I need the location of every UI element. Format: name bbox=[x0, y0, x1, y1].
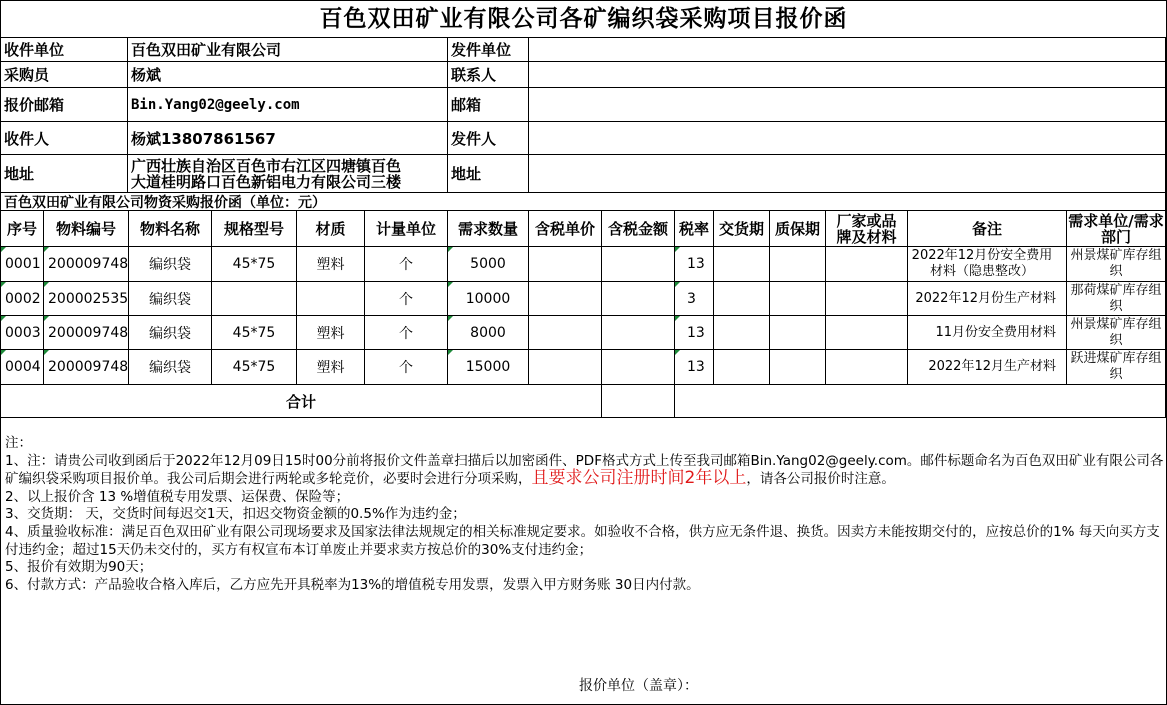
sender-unit-value bbox=[529, 37, 1166, 62]
cell-quantity: 8000 bbox=[448, 316, 529, 350]
col-header-material: 材质 bbox=[297, 211, 365, 247]
document-title: 百色双田矿业有限公司各矿编织袋采购项目报价函 bbox=[319, 6, 848, 32]
note-1 bbox=[5, 453, 1165, 489]
contact-value bbox=[529, 62, 1166, 88]
cell-delivery bbox=[714, 316, 770, 350]
email-label: 邮箱 bbox=[448, 88, 529, 122]
cell-material-code: 200002535 bbox=[44, 282, 129, 316]
cell-spec: 45*75 bbox=[212, 316, 297, 350]
address-line-2: 大道桂明路口百色新铝电力有限公司三楼 bbox=[131, 172, 402, 191]
cell-tax-rate: 13 bbox=[675, 247, 714, 282]
cell-no: 0004 bbox=[1, 350, 44, 385]
cell-material-name: 编织袋 bbox=[129, 316, 212, 350]
cell-unit: 个 bbox=[365, 350, 448, 385]
cell-no: 0001 bbox=[1, 247, 44, 282]
cell-material-code: 200009748 bbox=[44, 350, 129, 385]
cell-brand bbox=[826, 282, 908, 316]
sender-unit-label: 发件单位 bbox=[448, 37, 529, 62]
cell-tax-rate: 13 bbox=[675, 350, 714, 385]
cell-amount bbox=[602, 247, 675, 282]
cell-amount bbox=[602, 282, 675, 316]
address-label: 地址 bbox=[1, 155, 128, 193]
cell-unit: 个 bbox=[365, 247, 448, 282]
cell-warranty bbox=[770, 316, 826, 350]
receiver-unit-value: 百色双田矿业有限公司 bbox=[128, 37, 448, 62]
total-amount bbox=[602, 385, 675, 418]
cell-material-name: 编织袋 bbox=[129, 247, 212, 282]
cell-delivery bbox=[714, 350, 770, 385]
cell-department: 州景煤矿库存组织 bbox=[1067, 316, 1166, 350]
cell-quantity: 5000 bbox=[448, 247, 529, 282]
quote-email-value: Bin.Yang02@geely.com bbox=[128, 88, 448, 122]
col-header-remark: 备注 bbox=[908, 211, 1067, 247]
col-header-unit: 计量单位 bbox=[365, 211, 448, 247]
quote-email-label: 报价邮箱 bbox=[1, 88, 128, 122]
cell-amount bbox=[602, 316, 675, 350]
note-6: 6、付款方式：产品验收合格入库后，乙方应先开具税率为13%的增值税专用发票，发票入甲方财务账 30日内付款。 bbox=[5, 576, 700, 593]
cell-warranty bbox=[770, 350, 826, 385]
col-header-material-name: 物料名称 bbox=[129, 211, 212, 247]
cell-warranty bbox=[770, 247, 826, 282]
col-header-unit-price: 含税单价 bbox=[529, 211, 602, 247]
cell-delivery bbox=[714, 282, 770, 316]
col-header-amount: 含税金额 bbox=[602, 211, 675, 247]
note-2: 2、以上报价含 13 %增值税专用发票、运保费、保险等； bbox=[5, 488, 350, 505]
col-header-delivery: 交货期 bbox=[714, 211, 770, 247]
sender-label: 发件人 bbox=[448, 122, 529, 155]
note-1-text-b: ，请各公司报价时注意。 bbox=[746, 471, 895, 488]
cell-quantity: 15000 bbox=[448, 350, 529, 385]
cell-department: 州景煤矿库存组织 bbox=[1067, 247, 1166, 282]
cell-remark: 11月份安全费用材料 bbox=[908, 316, 1067, 350]
cell-unit: 个 bbox=[365, 282, 448, 316]
cell-amount bbox=[602, 350, 675, 385]
col-header-warranty: 质保期 bbox=[770, 211, 826, 247]
cell-tax-rate: 3 bbox=[675, 282, 714, 316]
cell-brand bbox=[826, 350, 908, 385]
note-5: 5、报价有效期为90天； bbox=[5, 559, 153, 576]
cell-spec: 45*75 bbox=[212, 247, 297, 282]
address-line-1: 广西壮族自治区百色市右江区四塘镇百色 bbox=[131, 156, 402, 175]
notes-heading: 注： bbox=[5, 435, 32, 451]
cell-brand bbox=[826, 247, 908, 282]
table-subtitle: 百色双田矿业有限公司物资采购报价函（单位：元） bbox=[1, 193, 1166, 211]
cell-remark: 2022年12月份安全费用材料（隐患整改） bbox=[908, 247, 1067, 282]
cell-brand bbox=[826, 316, 908, 350]
cell-material-code: 200009748 bbox=[44, 247, 129, 282]
cell-unit: 个 bbox=[365, 316, 448, 350]
notes-section bbox=[5, 435, 1165, 594]
buyer-value: 杨斌 bbox=[128, 62, 448, 88]
cell-remark: 2022年12月生产材料 bbox=[908, 350, 1067, 385]
note-4: 4、质量验收标准：满足百色双田矿业有限公司现场要求及国家法律法规规定的相关标准规定要求。如验收不合格，供方应无条件退、换货。因卖方未能按期交付的，应按总价的1% 每天向买方支付违约金；超过15天仍未交付的，买方有权宣布本订单废止并要求卖方按总价的30%支付违约金； bbox=[5, 523, 1160, 558]
cell-material: 塑料 bbox=[297, 350, 365, 385]
cell-material: 塑料 bbox=[297, 316, 365, 350]
address2-value bbox=[529, 155, 1166, 193]
total-rest bbox=[675, 385, 1166, 418]
note-1-red-requirement: 且要求公司注册时间2年以上 bbox=[531, 468, 747, 489]
cell-material-name: 编织袋 bbox=[129, 350, 212, 385]
cell-unit-price bbox=[529, 247, 602, 282]
total-label: 合计 bbox=[1, 385, 602, 418]
cell-quantity: 10000 bbox=[448, 282, 529, 316]
cell-material bbox=[297, 282, 365, 316]
cell-spec bbox=[212, 282, 297, 316]
address-value bbox=[128, 155, 448, 193]
cell-material-name: 编织袋 bbox=[129, 282, 212, 316]
cell-material-code: 200009748 bbox=[44, 316, 129, 350]
buyer-label: 采购员 bbox=[1, 62, 128, 88]
col-header-brand: 厂家或品牌及材料 bbox=[826, 211, 908, 247]
email-value bbox=[529, 88, 1166, 122]
col-header-department: 需求单位/需求部门 bbox=[1067, 211, 1166, 247]
cell-no: 0002 bbox=[1, 282, 44, 316]
cell-unit-price bbox=[529, 282, 602, 316]
receiver-unit-label: 收件单位 bbox=[1, 37, 128, 62]
col-header-spec: 规格型号 bbox=[212, 211, 297, 247]
note-3: 3、交货期： 天，交货时间每迟交1天，扣迟交物资金额的0.5%作为违约金； bbox=[5, 506, 466, 523]
sender-value bbox=[529, 122, 1166, 155]
signature-label: 报价单位（盖章）： bbox=[579, 678, 698, 694]
cell-warranty bbox=[770, 282, 826, 316]
cell-department: 那荷煤矿库存组织 bbox=[1067, 282, 1166, 316]
cell-unit-price bbox=[529, 316, 602, 350]
cell-tax-rate: 13 bbox=[675, 316, 714, 350]
cell-material: 塑料 bbox=[297, 247, 365, 282]
cell-department: 跃进煤矿库存组织 bbox=[1067, 350, 1166, 385]
contact-label: 联系人 bbox=[448, 62, 529, 88]
cell-unit-price bbox=[529, 350, 602, 385]
recipient-label: 收件人 bbox=[1, 122, 128, 155]
cell-spec: 45*75 bbox=[212, 350, 297, 385]
col-header-quantity: 需求数量 bbox=[448, 211, 529, 247]
recipient-value: 杨斌13807861567 bbox=[128, 122, 448, 155]
cell-remark: 2022年12月份生产材料 bbox=[908, 282, 1067, 316]
cell-delivery bbox=[714, 247, 770, 282]
col-header-no: 序号 bbox=[1, 211, 44, 247]
note-1-text-a: 1、注：请贵公司收到函后于2022年12月09日15时00分前将报价文件盖章扫描后以加密函件、PDF格式方式上传至我司邮箱Bin.Yang02@geely.com。邮件标题命名为百色双田矿业有限公司各矿编织袋采购项目报价单。我公司后期会进行两轮或多轮竞价，必要时会进行分项采购， bbox=[5, 452, 1164, 488]
address2-label: 地址 bbox=[448, 155, 529, 193]
col-header-tax-rate: 税率 bbox=[675, 211, 714, 247]
col-header-material-code: 物料编号 bbox=[44, 211, 129, 247]
cell-no: 0003 bbox=[1, 316, 44, 350]
